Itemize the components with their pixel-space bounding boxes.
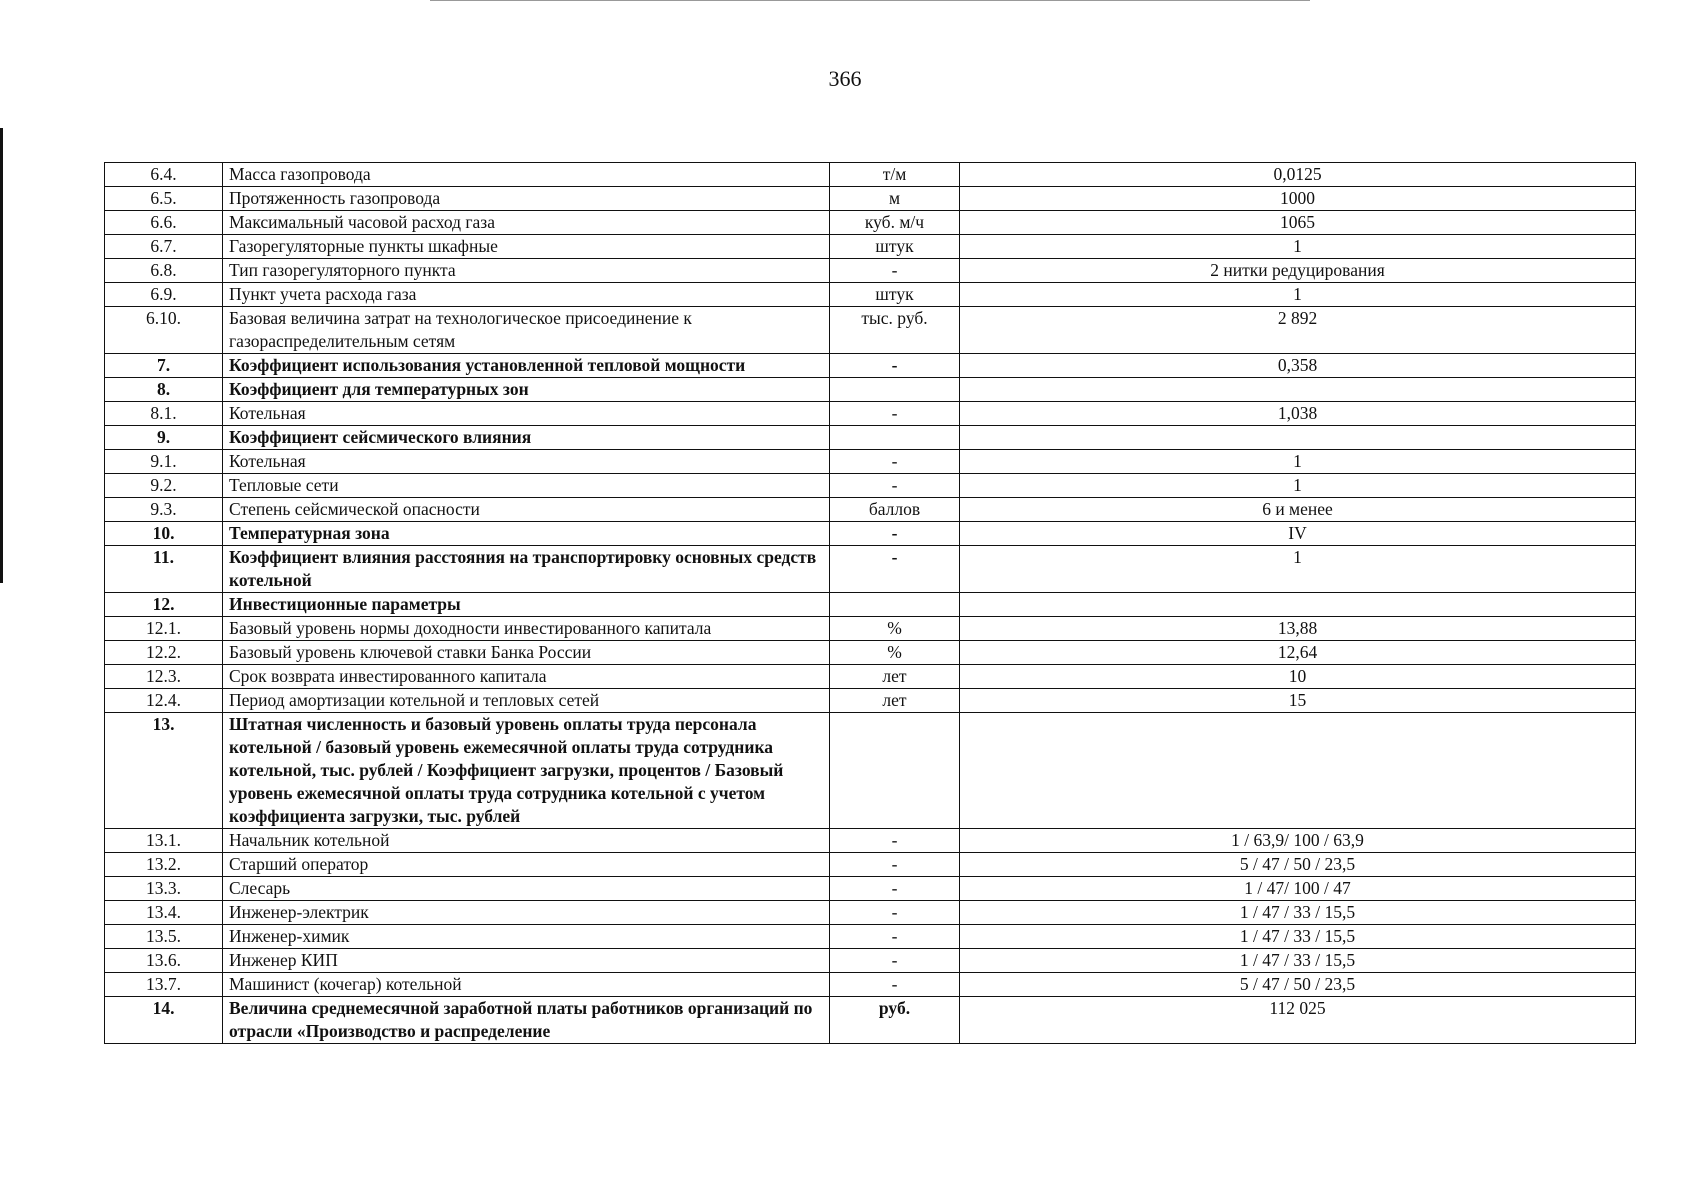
table-row [105,853,1636,877]
unit-cell: руб. [830,997,960,1044]
row-number-cell: 14. [105,997,223,1044]
row-number-cell: 9. [105,426,223,450]
table-row [105,163,1636,187]
value-cell: 2 нитки редуцирования [960,259,1636,283]
parameter-name-cell: Котельная [223,450,830,474]
parameter-name-cell: Коэффициент влияния расстояния на транспортировку основных средств котельной [223,546,830,593]
table-row [105,426,1636,450]
unit-cell: баллов [830,498,960,522]
table-row [105,402,1636,426]
parameter-name-cell: Слесарь [223,877,830,901]
parameter-name-cell: Базовый уровень ключевой ставки Банка России [223,641,830,665]
parameter-name-cell: Базовая величина затрат на технологическое присоединение к газораспределительным сетям [223,307,830,354]
unit-cell: - [830,949,960,973]
table-row [105,450,1636,474]
unit-cell: - [830,474,960,498]
unit-cell: куб. м/ч [830,211,960,235]
parameter-name-cell: Газорегуляторные пункты шкафные [223,235,830,259]
row-number-cell: 13.7. [105,973,223,997]
table-row [105,354,1636,378]
parameter-name-cell: Срок возврата инвестированного капитала [223,665,830,689]
table-row [105,187,1636,211]
unit-cell [830,378,960,402]
unit-cell: - [830,450,960,474]
parameters-table [104,162,1636,1044]
unit-cell: лет [830,665,960,689]
table-row [105,307,1636,354]
unit-cell: - [830,853,960,877]
parameter-name-cell: Температурная зона [223,522,830,546]
row-number-cell: 6.5. [105,187,223,211]
table-row [105,259,1636,283]
table-row [105,546,1636,593]
unit-cell: % [830,641,960,665]
parameter-name-cell: Величина среднемесячной заработной платы работников организаций по отрасли «Производство и распределение [223,997,830,1044]
table-row [105,378,1636,402]
parameter-name-cell: Максимальный часовой расход газа [223,211,830,235]
table-row [105,997,1636,1044]
unit-cell: т/м [830,163,960,187]
scan-left-edge [0,128,3,583]
value-cell: 1 / 47/ 100 / 47 [960,877,1636,901]
table-row [105,949,1636,973]
value-cell: 0,358 [960,354,1636,378]
value-cell: 1 [960,450,1636,474]
table-row [105,211,1636,235]
value-cell: 1 / 47 / 33 / 15,5 [960,901,1636,925]
parameter-name-cell: Коэффициент для температурных зон [223,378,830,402]
value-cell [960,713,1636,829]
parameter-name-cell: Котельная [223,402,830,426]
row-number-cell: 13.3. [105,877,223,901]
value-cell: 1 [960,474,1636,498]
table-row [105,474,1636,498]
row-number-cell: 12.4. [105,689,223,713]
row-number-cell: 6.4. [105,163,223,187]
parameter-name-cell: Тепловые сети [223,474,830,498]
row-number-cell: 13.5. [105,925,223,949]
value-cell: 15 [960,689,1636,713]
row-number-cell: 12.1. [105,617,223,641]
parameter-name-cell: Масса газопровода [223,163,830,187]
value-cell: 1 / 47 / 33 / 15,5 [960,925,1636,949]
parameter-name-cell: Тип газорегуляторного пункта [223,259,830,283]
row-number-cell: 8.1. [105,402,223,426]
value-cell [960,378,1636,402]
unit-cell: штук [830,283,960,307]
table-row [105,498,1636,522]
row-number-cell: 6.9. [105,283,223,307]
parameter-name-cell: Степень сейсмической опасности [223,498,830,522]
unit-cell: - [830,901,960,925]
parameter-name-cell: Протяженность газопровода [223,187,830,211]
unit-cell: лет [830,689,960,713]
table-row [105,689,1636,713]
table-row [105,665,1636,689]
value-cell: IV [960,522,1636,546]
unit-cell: - [830,259,960,283]
page-number: 366 [828,66,862,91]
unit-cell [830,593,960,617]
value-cell: 5 / 47 / 50 / 23,5 [960,853,1636,877]
table-row [105,235,1636,259]
table-row [105,877,1636,901]
row-number-cell: 12.2. [105,641,223,665]
parameter-name-cell: Инвестиционные параметры [223,593,830,617]
unit-cell: - [830,402,960,426]
table-row [105,283,1636,307]
row-number-cell: 13.2. [105,853,223,877]
value-cell: 1065 [960,211,1636,235]
value-cell: 1,038 [960,402,1636,426]
parameter-name-cell: Машинист (кочегар) котельной [223,973,830,997]
parameter-name-cell: Инженер-электрик [223,901,830,925]
value-cell: 0,0125 [960,163,1636,187]
value-cell: 2 892 [960,307,1636,354]
unit-cell: % [830,617,960,641]
value-cell: 1 [960,235,1636,259]
row-number-cell: 13. [105,713,223,829]
table-row [105,641,1636,665]
unit-cell: штук [830,235,960,259]
value-cell [960,593,1636,617]
value-cell: 10 [960,665,1636,689]
table-row [105,973,1636,997]
row-number-cell: 6.10. [105,307,223,354]
parameter-name-cell: Базовый уровень нормы доходности инвестированного капитала [223,617,830,641]
row-number-cell: 12. [105,593,223,617]
row-number-cell: 12.3. [105,665,223,689]
unit-cell [830,426,960,450]
row-number-cell: 9.3. [105,498,223,522]
parameter-name-cell: Пункт учета расхода газа [223,283,830,307]
value-cell: 112 025 [960,997,1636,1044]
unit-cell: - [830,546,960,593]
value-cell [960,426,1636,450]
parameter-name-cell: Период амортизации котельной и тепловых сетей [223,689,830,713]
table-row [105,617,1636,641]
value-cell: 1 / 63,9/ 100 / 63,9 [960,829,1636,853]
table-row [105,925,1636,949]
value-cell: 13,88 [960,617,1636,641]
unit-cell: - [830,925,960,949]
table-row [105,901,1636,925]
parameter-name-cell: Коэффициент использования установленной тепловой мощности [223,354,830,378]
value-cell: 6 и менее [960,498,1636,522]
parameter-name-cell: Штатная численность и базовый уровень оплаты труда персонала котельной / базовый уровень ежемесячной оплаты труда сотрудника котельной, тыс. рублей / Коэффициент загрузки, процентов / Базовый уровень ежемесячной оплаты труда сотрудника котельной с учетом коэффициента загрузки, тыс. рублей [223,713,830,829]
table-row [105,522,1636,546]
value-cell: 1 / 47 / 33 / 15,5 [960,949,1636,973]
row-number-cell: 9.1. [105,450,223,474]
unit-cell [830,713,960,829]
row-number-cell: 13.6. [105,949,223,973]
table-row [105,829,1636,853]
row-number-cell: 6.6. [105,211,223,235]
row-number-cell: 13.4. [105,901,223,925]
value-cell: 1 [960,546,1636,593]
unit-cell: - [830,354,960,378]
row-number-cell: 8. [105,378,223,402]
unit-cell: тыс. руб. [830,307,960,354]
row-number-cell: 13.1. [105,829,223,853]
row-number-cell: 9.2. [105,474,223,498]
parameter-name-cell: Старший оператор [223,853,830,877]
row-number-cell: 6.7. [105,235,223,259]
parameter-name-cell: Инженер-химик [223,925,830,949]
row-number-cell: 6.8. [105,259,223,283]
parameter-name-cell: Инженер КИП [223,949,830,973]
unit-cell: м [830,187,960,211]
table-row [105,713,1636,829]
row-number-cell: 7. [105,354,223,378]
parameter-name-cell: Коэффициент сейсмического влияния [223,426,830,450]
unit-cell: - [830,829,960,853]
value-cell: 1 [960,283,1636,307]
unit-cell: - [830,877,960,901]
value-cell: 1000 [960,187,1636,211]
value-cell: 5 / 47 / 50 / 23,5 [960,973,1636,997]
parameter-name-cell: Начальник котельной [223,829,830,853]
value-cell: 12,64 [960,641,1636,665]
row-number-cell: 11. [105,546,223,593]
parameters-table-body [105,163,1636,1044]
row-number-cell: 10. [105,522,223,546]
table-row [105,593,1636,617]
unit-cell: - [830,522,960,546]
scan-top-rule [430,0,1310,1]
unit-cell: - [830,973,960,997]
